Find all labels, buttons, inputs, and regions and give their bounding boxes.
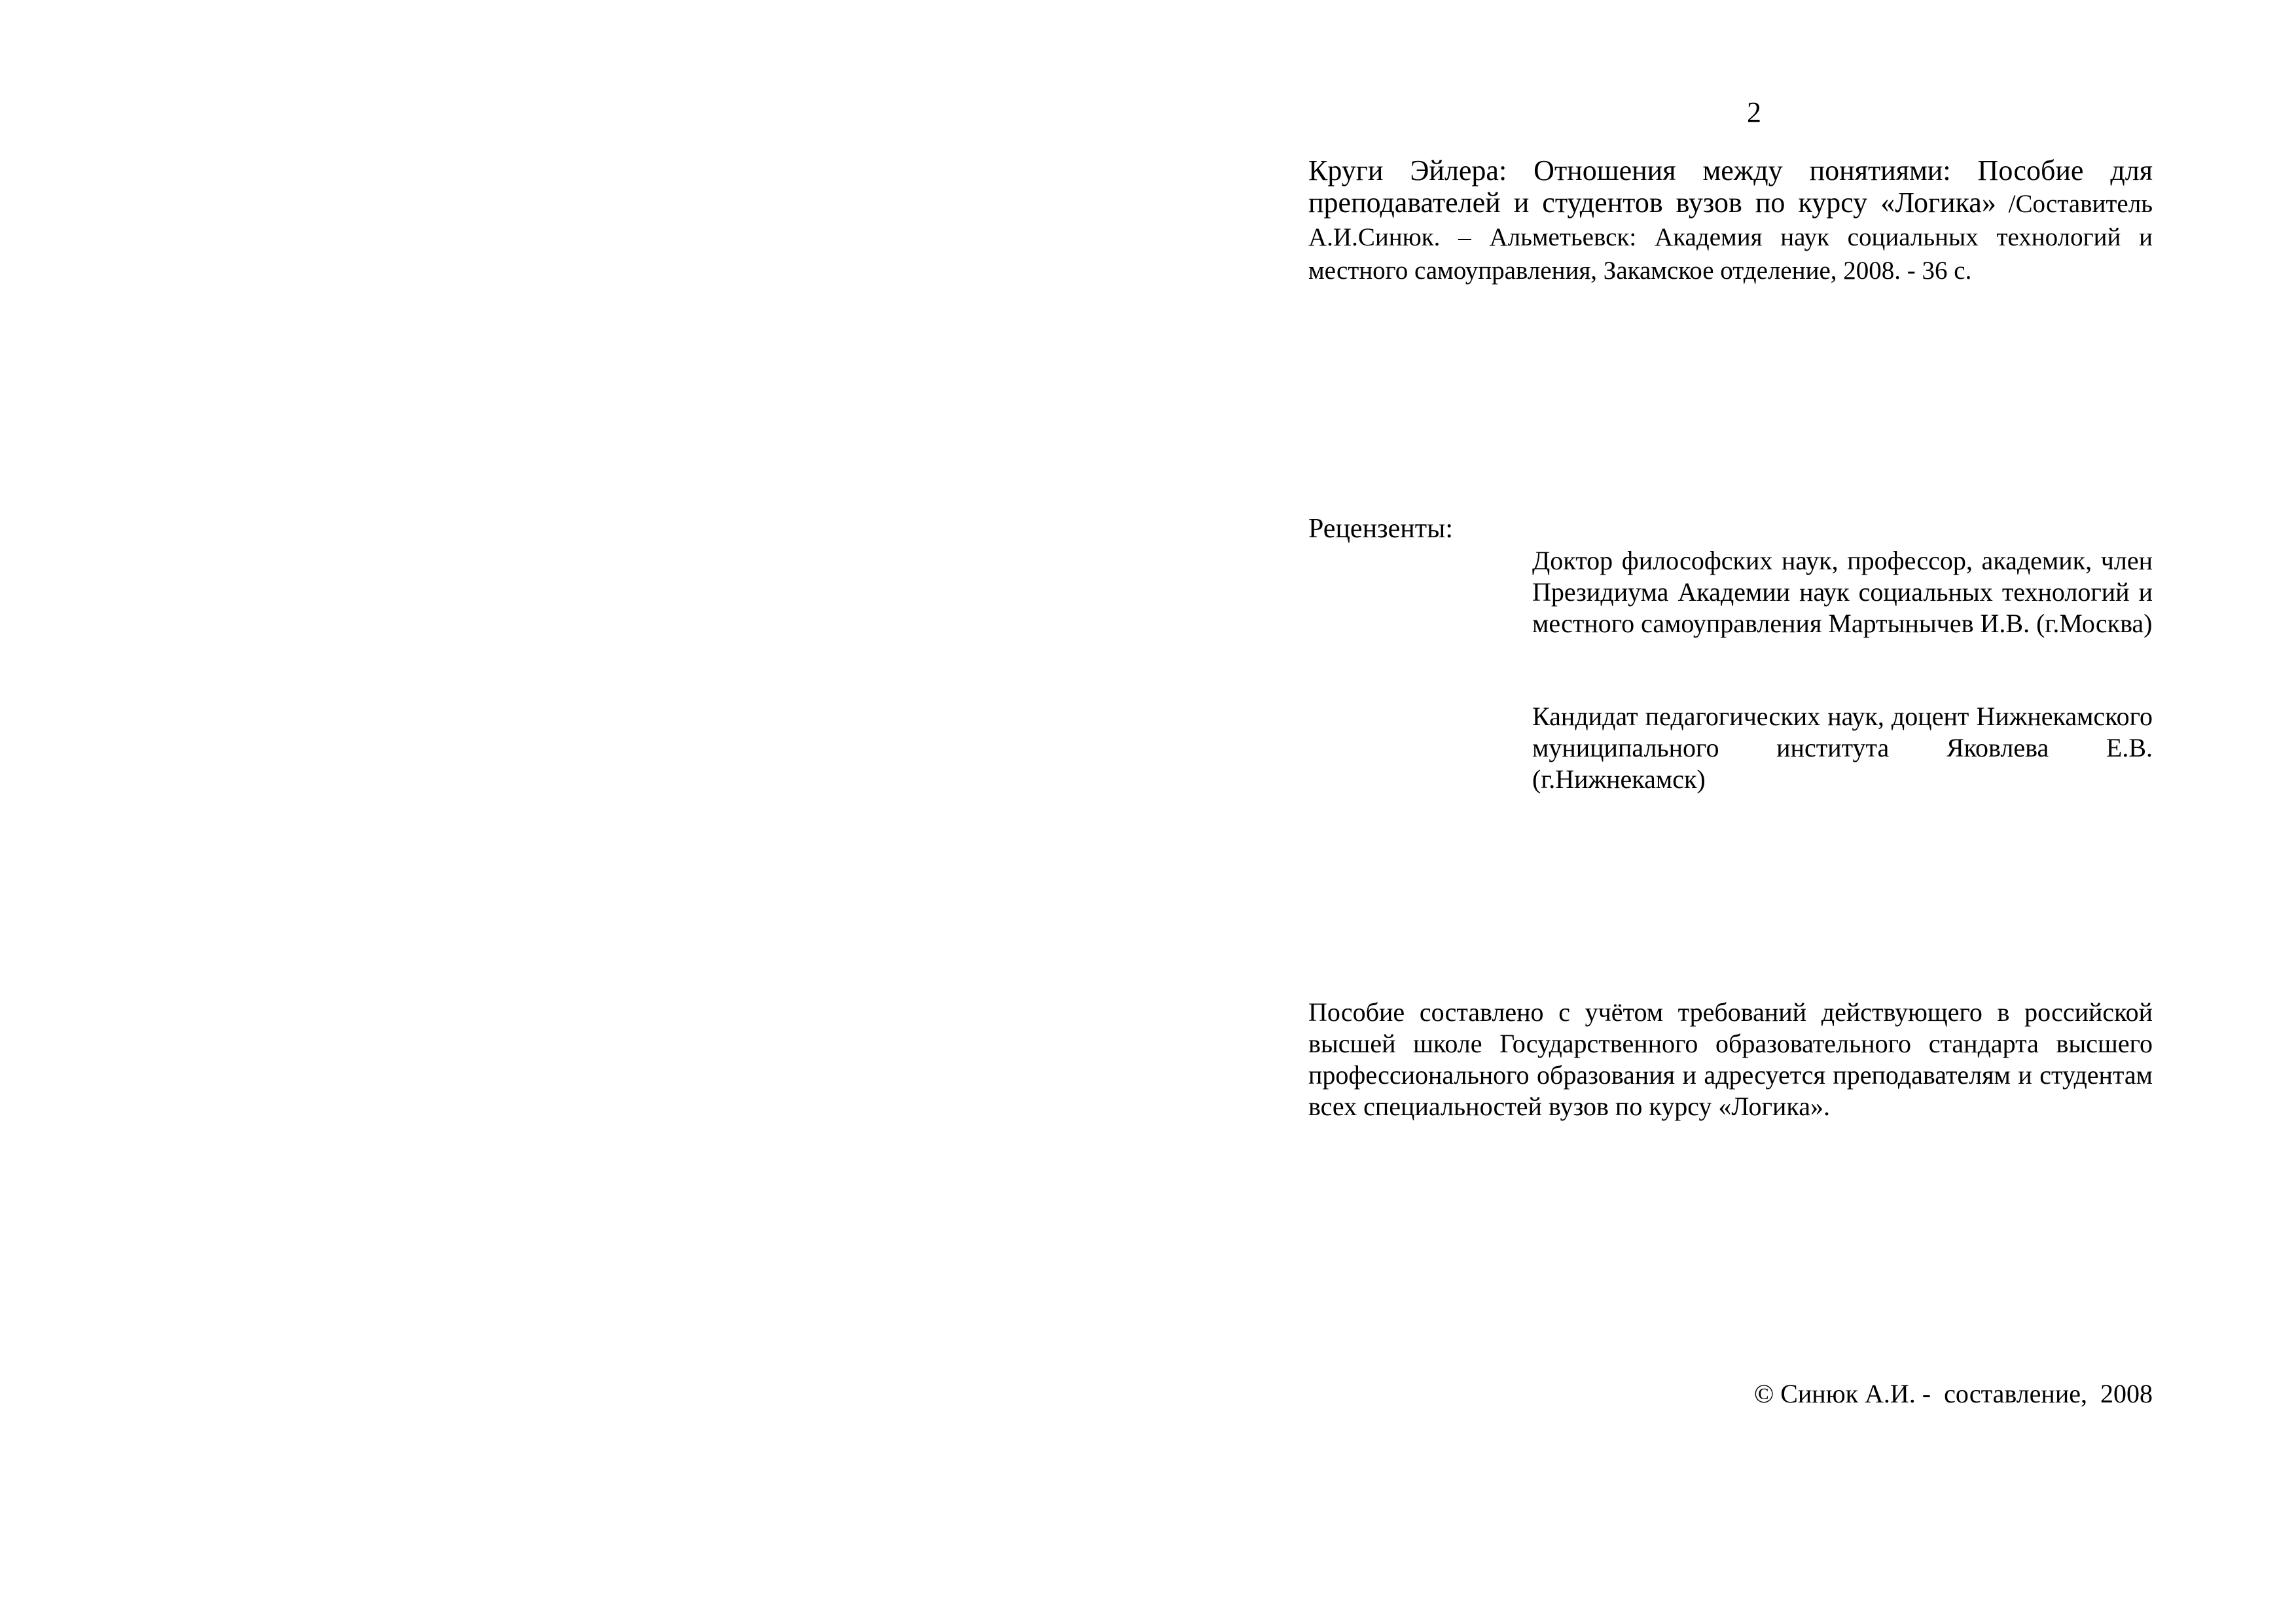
- right-page: [1148, 0, 2296, 1623]
- copyright-line: © Синюк А.И. - составление, 2008: [1753, 1379, 2153, 1408]
- reviewer-entry-2: Кандидат педагогических наук, доцент Нижнекамского муниципального института Яковлева Е.В. (г.Нижнекамск): [1532, 702, 2153, 794]
- bibliographic-title: Круги Эйлера: Отношения между понятиями: Пособие для преподавателей и студентов вузов по курсу «Логика»: [1308, 154, 2153, 219]
- reviewers-heading: Рецензенты:: [1308, 514, 1453, 544]
- bibliographic-record: [1308, 154, 2153, 287]
- annotation-paragraph: Пособие составлено с учётом требований действующего в российской высшей школе Государственного образовательного стандарта высшего профессионального образования и адресуется преподавателям и студентам всех специальностей вузов по курсу «Логика».: [1308, 997, 2153, 1121]
- reviewer-entry-1: Доктор философских наук, профессор, академик, член Президиума Академии наук социальных технологий и местного самоуправления Мартынычев И.В. (г.Москва): [1532, 546, 2153, 638]
- bibliographic-details: /Составитель А.И.Синюк. – Альметьевск: Академия наук социальных технологий и местного самоуправления, Закамское отделение, 2008. - 36 с.: [1308, 190, 2153, 285]
- page-number: 2: [1747, 96, 1761, 128]
